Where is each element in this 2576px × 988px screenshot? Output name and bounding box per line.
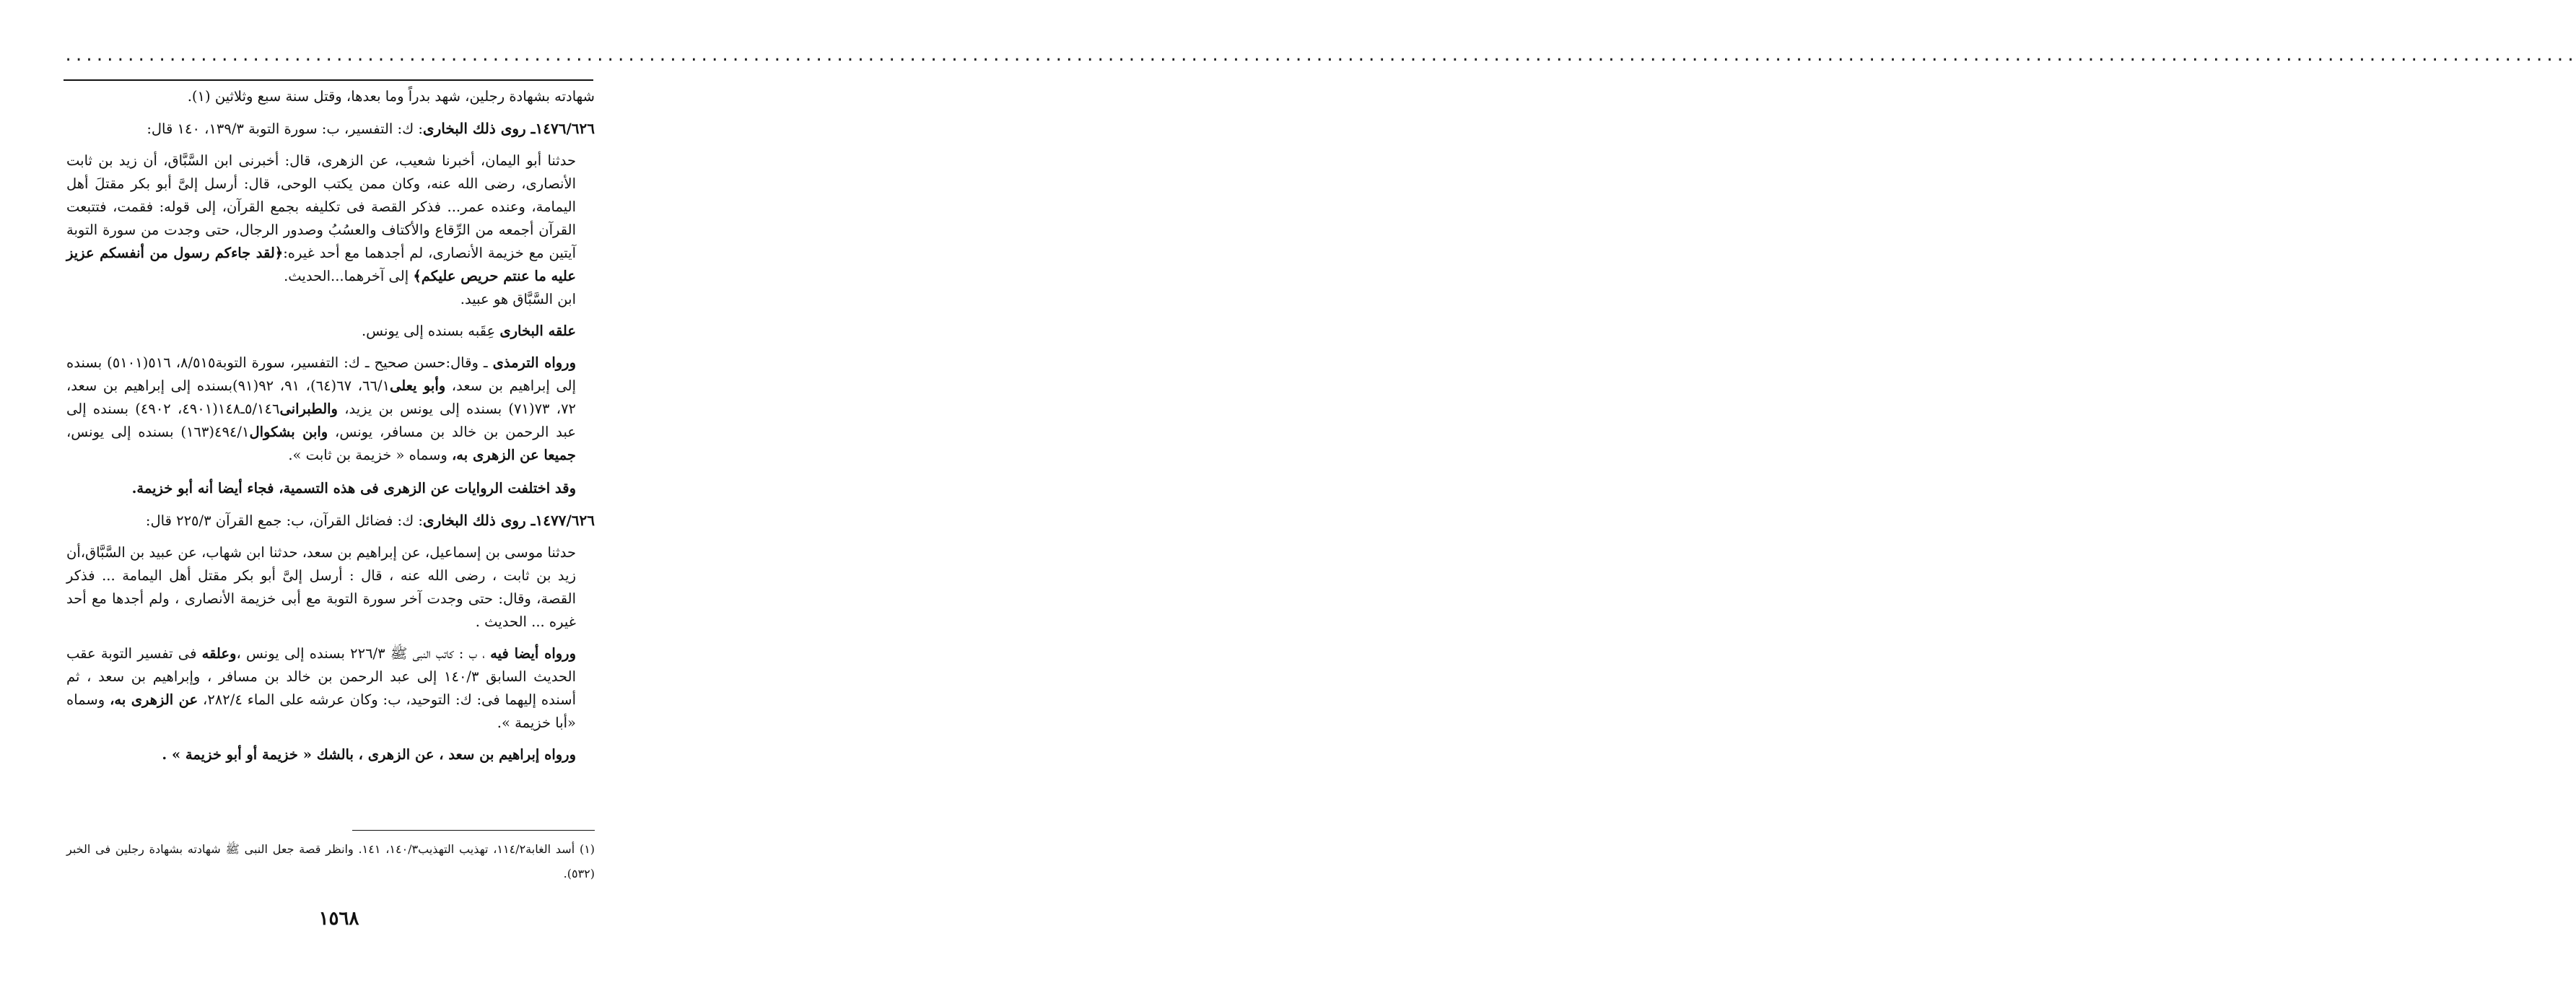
intro-text: شهادته بشهادة رجلين، شهد بدراً وما بعدها، وقتل سنة سبع وثلاثين (١). — [187, 88, 595, 105]
main-text — [66, 85, 595, 766]
taliq-text: عِقَبه بسنده إلى يونس. — [361, 323, 500, 339]
takhrij-paragraph-2 — [66, 642, 595, 735]
page-number: ١٥٦٨ — [318, 908, 359, 930]
takhrij2-text-1: ، ب : كاتب النبى ﷺ ٢٢٦/٣ بسنده إلى يونس ، — [236, 645, 491, 662]
naming-difference-text: وقد اختلفت الروايات عن الزهرى فى هذه التسمية، فجاء أيضا أنه أبو خزيمة. — [131, 480, 576, 497]
footnote — [66, 837, 595, 886]
footnote-rule — [352, 830, 595, 831]
hadith-source-1477: : ك: فضائل القرآن، ب: جمع القرآن ٢٢٥/٣ قال: — [145, 512, 423, 529]
takhrij-text-5: وسماه « خزيمة بن ثابت ». — [288, 447, 452, 463]
takhrij-ibn-bashkuwal: وابن بشكوال — [249, 424, 328, 440]
header-dotted-line: ................................................................................................................................................................................................................................................. — [64, 47, 2576, 65]
taliq-label: علقه البخارى — [499, 323, 576, 339]
header-rule — [64, 79, 593, 81]
footnote-text: (١) أسد الغابة١١٤/٢، تهذيب التهذيب١٤٠/٣، ١٤١. وانظر قصة جعل النبى ﷺ شهادته بشهادة رجلين فى الخبر (٥٣٢). — [66, 842, 595, 880]
hadith-narration-end: إلى آخرهما...الحديث. — [284, 268, 414, 284]
takhrij-allaqahu: وعلقه — [201, 645, 237, 662]
hadith-narration-1477: حدثنا موسى بن إسماعيل، عن إبراهيم بن سعد، حدثنا ابن شهاب، عن عبيد بن السَّبَّاق،أن زيد بن ثابت ، رضى الله عنه ، قال : أرسل إلىَّ أبو بكر مقتل أهل اليمامة ... فذكر القصة، وقال: حتى وجدت آخر سورة التوبة مع أبى خزيمة الأنصارى ، ولم أجدها مع أحد غيره ... الحديث . — [66, 544, 576, 630]
takhrij-text-4: ٤٩٤/١(١٦٣) بسنده إلى يونس، — [66, 424, 250, 440]
hadith-narration: حدثنا أبو اليمان، أخبرنا شعيب، عن الزهرى، قال: أخبرنى ابن السَّبَّاق، أن زيد بن ثابت الأنصارى، رضى الله عنه، وكان ممن يكتب الوحى، قال: أرسل إلىَّ أبو بكر مقتلَ أهل اليمامة، وعنده عمر... فذكر القصة فى تكليفه بجمع القرآن، إلى قوله: فقمت، فتتبعت القرآن أجمعه من الرِّقاع والأكتاف والعسُبُ وصدور الرجال، حتى وجدت من سورة التوبة آيتين مع خزيمة الأنصارى، لم أجدهما مع أحد غيره: — [66, 152, 576, 261]
takhrij2-text-3: وسماه «أبا خزيمة ». — [66, 691, 576, 731]
hadith-number-1476: ١٤٧٦/٦٢٦ـ روى ذلك البخارى — [422, 120, 595, 137]
bukhari-taliq — [66, 320, 595, 343]
takhrij-tirmidhi: ورواه الترمذى — [492, 354, 577, 371]
takhrij2-zuhri: عن الزهرى به، — [110, 691, 198, 708]
takhrij-paragraph — [66, 351, 595, 467]
hadith-heading-1477 — [66, 509, 595, 533]
hadith-text-1477 — [66, 541, 595, 634]
naming-difference-note — [66, 477, 595, 500]
quran-verse: ﴿لقد جاءكم رسول من أنفسكم عزيز عليه ما عنتم حريص عليكم﴾ — [66, 245, 576, 284]
hadith-number-1477: ١٤٧٧/٦٢٦ـ روى ذلك البخارى — [422, 512, 595, 529]
hadith-text-1476 — [66, 149, 595, 288]
note-text: ابن السَّبَّاق هو عبيد. — [460, 291, 576, 307]
takhrij-text-1: ـ وقال:حسن صحيح ـ ك: التفسير، سورة التوبة٨/٥١٥، ٥١٦(٥١٠١) بسنده إلى إبراهيم بن سعد، — [66, 354, 577, 394]
takhrij-also: ورواه أيضا فيه — [490, 645, 577, 662]
takhrij-abu-yala: وأبو يعلى — [390, 377, 446, 394]
ibrahim-doubt-note — [66, 743, 595, 766]
takhrij2-text-2: فى تفسير التوبة عقب الحديث السابق ١٤٠/٣ إلى عبد الرحمن بن خالد بن مسافر ، وإبراهيم بن سعد ، ثم أسنده إليهما فى: ك: التوحيد، ب: وكان عرشه على الماء ٢٨٢/٤، — [66, 645, 576, 708]
note-ibn-sabbaq — [66, 288, 595, 311]
hadith-source-1476: : ك: التفسير، ب: سورة التوبة ١٣٩/٣، ١٤٠ قال: — [147, 121, 423, 137]
takhrij-tabarani: والطبرانى — [279, 401, 338, 417]
takhrij-text-3: ٥/١٤٦ـ١٤٨(٤٩٠١، ٤٩٠٢) بسنده إلى عبد الرحمن بن خالد بن مسافر، يونس، — [66, 401, 576, 440]
ibrahim-doubt-text: ورواه إبراهيم بن سعد ، عن الزهرى ، بالشك « خزيمة أو أبو خزيمة » . — [162, 746, 576, 763]
paragraph-intro — [66, 85, 595, 108]
takhrij-zuhri: جميعا عن الزهرى به، — [451, 447, 576, 463]
hadith-heading-1476 — [66, 117, 595, 141]
takhrij-text-2: ٦٦/١، ٦٧(٦٤)، ٩١، ٩٢(٩١)بسنده إلى إبراهيم بن سعد، ٧٢، ٧٣(٧١) بسنده إلى يونس بن يزيد، — [66, 377, 577, 417]
